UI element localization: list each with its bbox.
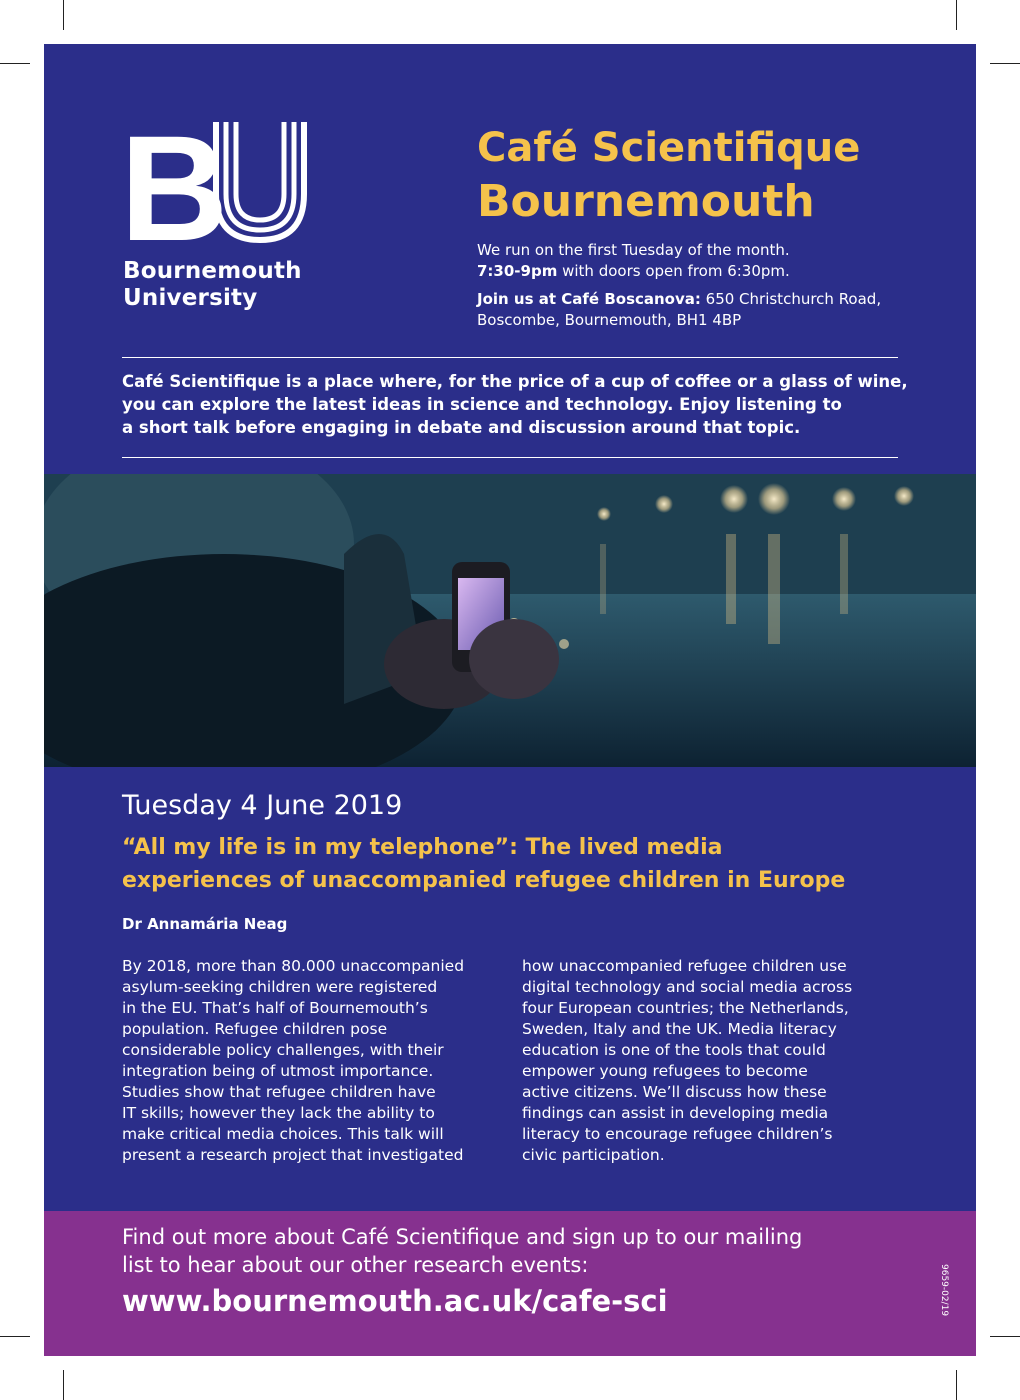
abstract-line: four European countries; the Netherlands,	[522, 999, 849, 1017]
time-range: 7:30-9pm	[477, 262, 558, 280]
abstract-line: considerable policy challenges, with their	[122, 1041, 444, 1059]
hero-photo	[44, 474, 976, 767]
venue-address: 650 Christchurch Road,	[700, 290, 882, 308]
abstract-column-1	[122, 956, 464, 1166]
venue-name: Join us at Café Boscanova:	[477, 290, 701, 308]
crop-mark	[0, 1336, 30, 1337]
footer-text-line2: list to hear about our other research events:	[122, 1253, 589, 1277]
event-title: Café Scientifique	[477, 125, 861, 171]
abstract-line: empower young refugees to become	[522, 1062, 808, 1080]
abstract-line: make critical media choices. This talk will	[122, 1125, 444, 1143]
footer-banner	[44, 1211, 976, 1356]
divider	[122, 357, 898, 358]
bu-logo-mark	[120, 122, 320, 262]
website-link[interactable]: www.bournemouth.ac.uk/cafe-sci	[122, 1284, 668, 1318]
crop-mark	[63, 1370, 64, 1400]
university-name-line2: University	[123, 285, 258, 311]
intro-paragraph	[122, 370, 912, 439]
crop-mark	[956, 1370, 957, 1400]
poster	[44, 44, 976, 1356]
talk-date: Tuesday 4 June 2019	[122, 790, 403, 821]
crop-mark	[63, 0, 64, 30]
abstract-line: Studies show that refugee children have	[122, 1083, 436, 1101]
abstract-column-2	[522, 956, 852, 1166]
intro-line: a short talk before engaging in debate and discussion around that topic.	[122, 418, 801, 437]
abstract-line: Sweden, Italy and the UK. Media literacy	[522, 1020, 837, 1038]
venue-address-line2: Boscombe, Bournemouth, BH1 4BP	[477, 311, 742, 329]
intro-line: you can explore the latest ideas in science and technology. Enjoy listening to	[122, 395, 842, 414]
abstract-line: present a research project that investigated	[122, 1146, 464, 1164]
abstract-line: population. Refugee children pose	[122, 1020, 388, 1038]
bu-logo-b: B	[120, 122, 221, 262]
crop-mark	[990, 63, 1020, 64]
abstract-line: integration being of utmost importance.	[122, 1062, 434, 1080]
abstract-line: asylum-seeking children were registered	[122, 978, 438, 996]
crop-mark	[990, 1336, 1020, 1337]
venue-text	[477, 289, 881, 310]
abstract-line: civic participation.	[522, 1146, 665, 1164]
divider	[122, 457, 898, 458]
crop-mark	[956, 0, 957, 30]
abstract-line: By 2018, more than 80.000 unaccompanied	[122, 957, 465, 975]
crop-mark	[0, 63, 30, 64]
abstract-line: digital technology and social media across	[522, 978, 853, 996]
intro-line: Café Scientifique is a place where, for the price of a cup of coffee or a glass of wine,	[122, 372, 908, 391]
abstract-line: how unaccompanied refugee children use	[522, 957, 847, 975]
talk-title	[122, 831, 942, 897]
print-code: 9659-02/19	[939, 1264, 949, 1317]
university-name-line1: Bournemouth	[123, 258, 302, 284]
doors-open-text: with doors open from 6:30pm.	[557, 262, 790, 280]
footer-text-line1: Find out more about Café Scientifique and sign up to our mailing	[122, 1225, 803, 1249]
abstract-line: IT skills; however they lack the ability to	[122, 1104, 435, 1122]
schedule-text: We run on the first Tuesday of the month.	[477, 241, 790, 259]
time-text	[477, 261, 790, 282]
abstract-line: findings can assist in developing media	[522, 1104, 829, 1122]
talk-title-line: “All my life is in my telephone”: The lived media	[122, 835, 723, 860]
abstract-line: in the EU. That’s half of Bournemouth’s	[122, 999, 428, 1017]
abstract-line: literacy to encourage refugee children’s	[522, 1125, 833, 1143]
hero-photo-illustration	[44, 474, 976, 767]
abstract-line: active citizens. We’ll discuss how these	[522, 1083, 827, 1101]
abstract-line: education is one of the tools that could	[522, 1041, 826, 1059]
speaker-name: Dr Annamária Neag	[122, 915, 288, 933]
event-location-title: Bournemouth	[477, 176, 815, 227]
talk-title-line: experiences of unaccompanied refugee children in Europe	[122, 868, 846, 893]
